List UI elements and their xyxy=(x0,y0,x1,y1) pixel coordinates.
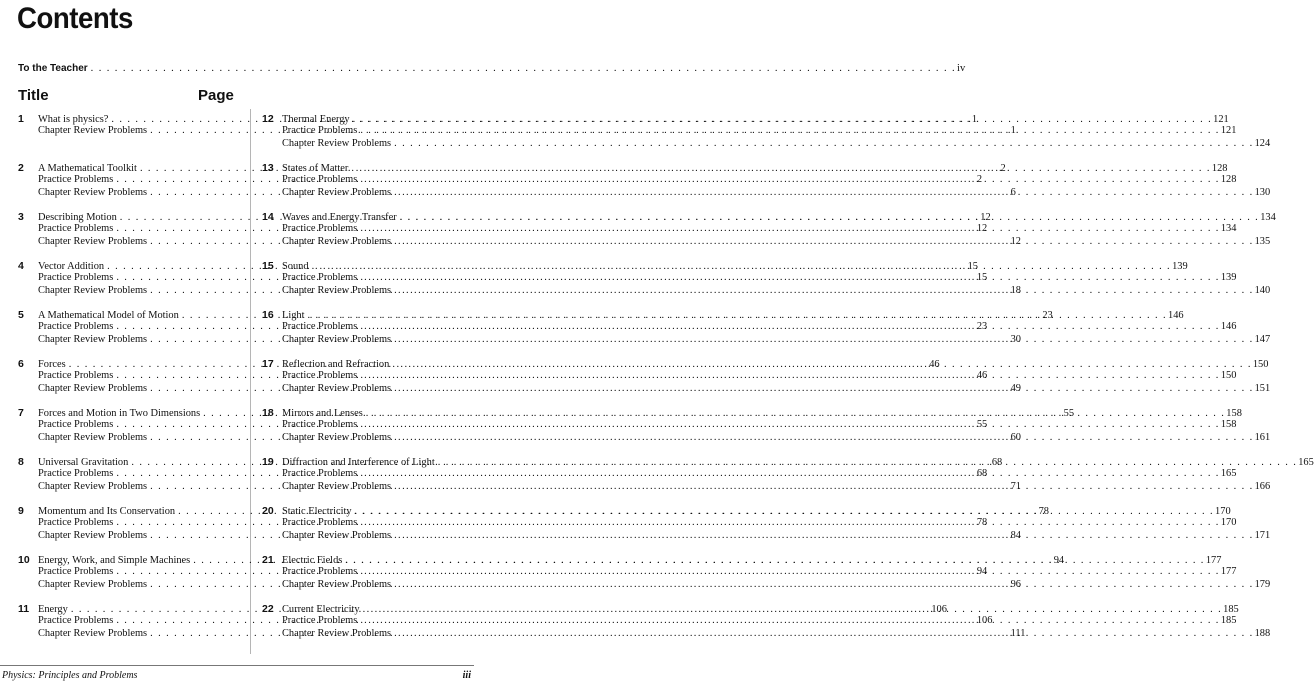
subentry-label: Chapter Review Problems xyxy=(38,125,148,137)
chapter-page: 177 xyxy=(1205,555,1222,566)
subentry-page: 124 xyxy=(1254,137,1271,149)
toc-subentry[interactable] xyxy=(18,517,988,529)
subentry-label: Practice Problems xyxy=(282,566,358,578)
dot-leader xyxy=(360,468,1220,480)
chapter-number: 3 xyxy=(18,211,24,223)
toc-subentry[interactable] xyxy=(18,529,1021,542)
subentry-page: 46 xyxy=(976,370,988,382)
chapter-page: 1 xyxy=(971,114,978,125)
dot-leader xyxy=(394,187,1254,199)
dot-leader xyxy=(360,321,1220,333)
subentry-label: Practice Problems xyxy=(38,174,114,186)
toc-chapter xyxy=(262,113,1271,162)
chapter-title: Universal Gravitation xyxy=(38,457,129,468)
toc-subentry[interactable] xyxy=(18,223,988,235)
chapter-page: 106 xyxy=(931,604,947,615)
chapter-title: Diffraction and Interference of Light xyxy=(282,457,435,468)
chapter-number: 9 xyxy=(18,505,24,517)
chapter-number: 2 xyxy=(18,162,24,174)
toc-subentry[interactable] xyxy=(18,382,1021,395)
chapter-title: Sound xyxy=(282,261,309,272)
subentry-label: Practice Problems xyxy=(282,517,358,529)
subentry-label: Chapter Review Problems xyxy=(38,333,148,345)
chapter-page: 134 xyxy=(1260,212,1276,223)
chapter-page: 185 xyxy=(1223,604,1239,615)
subentry-page: 106 xyxy=(976,615,993,627)
chapter-page: 2 xyxy=(1000,163,1006,174)
toc-subentry[interactable] xyxy=(18,284,1021,297)
dot-leader xyxy=(394,236,1254,248)
toc-subentry[interactable] xyxy=(18,627,1026,640)
chapter-number: 22 xyxy=(262,603,274,615)
chapter-page: 121 xyxy=(1213,114,1229,125)
subentry-page: 23 xyxy=(976,321,988,333)
subentry-label: Practice Problems xyxy=(38,370,114,382)
page-title: Contents xyxy=(17,2,133,35)
toc-subentry[interactable] xyxy=(18,321,988,333)
subentry-page: 166 xyxy=(1254,480,1271,492)
chapter-page: 139 xyxy=(1172,261,1188,272)
chapter-page: 78 xyxy=(1038,506,1049,517)
dot-leader xyxy=(394,285,1254,297)
chapter-title: Light xyxy=(282,310,305,321)
chapter-number: 6 xyxy=(18,358,24,370)
dot-leader xyxy=(394,383,1254,395)
chapter-number: 18 xyxy=(262,407,274,419)
subentry-label: Practice Problems xyxy=(38,419,114,431)
subentry-page: 12 xyxy=(1010,235,1021,247)
chapter-title: Waves and Energy Transfer xyxy=(282,212,397,223)
chapter-title: Reflection and Refraction xyxy=(282,359,390,370)
toc-subentry[interactable] xyxy=(18,468,988,480)
dot-leader xyxy=(394,530,1254,542)
toc-subentry[interactable] xyxy=(262,137,1271,150)
chapter-number: 7 xyxy=(18,407,24,419)
subentry-label: Chapter Review Problems xyxy=(38,235,148,247)
subentry-page: 140 xyxy=(1254,284,1271,296)
toc-subentry[interactable] xyxy=(18,419,988,431)
chapter-title: What is physics? xyxy=(38,114,109,125)
chapter-title: Describing Motion xyxy=(38,212,117,223)
dot-leader xyxy=(360,615,1220,627)
chapter-number: 4 xyxy=(18,260,24,272)
toc-entry-to-the-teacher[interactable] xyxy=(18,63,966,74)
subentry-label: Chapter Review Problems xyxy=(38,382,148,394)
chapter-page: 46 xyxy=(929,359,940,370)
subentry-page: 147 xyxy=(1254,333,1271,345)
chapter-page: 170 xyxy=(1215,506,1231,517)
subentry-page: 30 xyxy=(1010,333,1021,345)
subentry-label: Practice Problems xyxy=(38,223,114,235)
toc-subentry[interactable] xyxy=(18,431,1021,444)
chapter-page: 68 xyxy=(991,457,1003,468)
subentry-page: 161 xyxy=(1254,431,1271,443)
subentry-label: Practice Problems xyxy=(38,517,114,529)
subentry-label: Chapter Review Problems xyxy=(282,235,392,247)
subentry-page: 165 xyxy=(1220,468,1237,480)
dot-leader xyxy=(360,272,1220,284)
chapter-title: Current Electricity xyxy=(282,604,360,615)
chapter-number: 20 xyxy=(262,505,274,517)
subentry-label: Practice Problems xyxy=(282,468,358,480)
subentry-page: 2 xyxy=(976,174,983,186)
subentry-page: 78 xyxy=(976,517,988,529)
toc-subentry[interactable] xyxy=(18,480,1021,493)
subentry-label: Chapter Review Problems xyxy=(282,431,392,443)
chapter-title: Static Electricity xyxy=(282,506,352,517)
chapter-title: Energy, Work, and Simple Machines xyxy=(38,555,191,566)
subentry-page: 6 xyxy=(1010,186,1016,198)
subentry-label: Practice Problems xyxy=(282,370,358,382)
subentry-label: Practice Problems xyxy=(38,272,114,284)
subentry-page: 96 xyxy=(1010,578,1021,590)
chapter-number: 11 xyxy=(18,603,30,615)
subentry-label: Chapter Review Problems xyxy=(38,578,148,590)
chapter-number: 12 xyxy=(262,113,274,125)
chapter-title: Momentum and Its Conservation xyxy=(38,506,176,517)
dot-leader xyxy=(91,63,956,74)
chapter-number: 13 xyxy=(262,162,274,174)
dot-leader xyxy=(394,628,1254,640)
subentry-page: 139 xyxy=(1220,272,1237,284)
chapter-number: 8 xyxy=(18,456,24,468)
subentry-label: Practice Problems xyxy=(282,125,358,137)
footer-rule xyxy=(0,665,474,666)
subentry-page: 188 xyxy=(1254,627,1271,639)
subentry-label: Chapter Review Problems xyxy=(282,529,392,541)
subentry-page: 158 xyxy=(1220,419,1237,431)
subentry-label: Chapter Review Problems xyxy=(282,137,392,149)
dot-leader xyxy=(360,174,1220,186)
toc-subentry[interactable] xyxy=(18,186,1016,199)
toc-chapter-title-line[interactable] xyxy=(262,113,1229,125)
chapter-title: A Mathematical Toolkit xyxy=(38,163,137,174)
subentry-page: 15 xyxy=(976,272,988,284)
chapter-title: Energy xyxy=(38,604,68,615)
subentry-label: Chapter Review Problems xyxy=(282,186,392,198)
chapter-title: A Mathematical Model of Motion xyxy=(38,310,179,321)
subentry-label: Practice Problems xyxy=(282,223,358,235)
toc-subentry[interactable] xyxy=(18,333,1021,346)
subentry-label: Practice Problems xyxy=(282,615,358,627)
subentry-label: Practice Problems xyxy=(38,321,114,333)
subentry-page: 60 xyxy=(1010,431,1021,443)
subentry-page: 151 xyxy=(1254,382,1271,394)
subentry-label: Chapter Review Problems xyxy=(282,382,392,394)
chapter-title: Vector Addition xyxy=(38,261,105,272)
toc-subentry[interactable] xyxy=(18,370,988,382)
subentry-page: 94 xyxy=(976,566,988,578)
chapter-title: Electric Fields xyxy=(282,555,343,566)
chapter-page: 12 xyxy=(980,212,991,223)
subentry-label: Practice Problems xyxy=(282,321,358,333)
subentry-page: 12 xyxy=(976,223,988,235)
subentry-page: 111 xyxy=(1010,627,1026,639)
subentry-page: 130 xyxy=(1254,186,1271,198)
toc-subentry[interactable] xyxy=(262,174,1237,186)
toc-subentry[interactable] xyxy=(18,578,1021,591)
chapter-page: 165 xyxy=(1298,457,1314,468)
dot-leader xyxy=(394,138,1254,150)
toc-subentry[interactable] xyxy=(18,235,1021,248)
chapter-page: 94 xyxy=(1053,555,1065,566)
subentry-label: Practice Problems xyxy=(282,272,358,284)
toc-chapter-title-line[interactable] xyxy=(262,162,1228,174)
chapter-number: 16 xyxy=(262,309,274,321)
subentry-page: 185 xyxy=(1220,615,1237,627)
subentry-page: 121 xyxy=(1220,125,1237,137)
chapter-page: 128 xyxy=(1211,163,1228,174)
chapter-number: 5 xyxy=(18,309,24,321)
subentry-page: 134 xyxy=(1220,223,1237,235)
toc-subentry[interactable] xyxy=(18,615,993,627)
chapter-page: 23 xyxy=(1042,310,1053,321)
chapter-page: 150 xyxy=(1252,359,1269,370)
subentry-page: 171 xyxy=(1254,529,1271,541)
subentry-label: Chapter Review Problems xyxy=(38,480,148,492)
toc-subentry[interactable] xyxy=(262,125,1237,137)
toc-subentry[interactable] xyxy=(18,174,983,186)
dot-leader xyxy=(360,419,1220,431)
subentry-page: 68 xyxy=(976,468,988,480)
subentry-page: 55 xyxy=(976,419,988,431)
footer-page-number: iii xyxy=(462,670,471,681)
chapter-page: 158 xyxy=(1226,408,1242,419)
subentry-label: Chapter Review Problems xyxy=(38,284,148,296)
subentry-label: Chapter Review Problems xyxy=(38,627,148,639)
subentry-page: 170 xyxy=(1220,517,1237,529)
subentry-label: Chapter Review Problems xyxy=(282,627,392,639)
toc-chapter xyxy=(262,162,1271,211)
dot-leader xyxy=(394,432,1254,444)
subentry-label: Chapter Review Problems xyxy=(282,333,392,345)
subentry-page: 179 xyxy=(1254,578,1271,590)
chapter-number: 10 xyxy=(18,554,30,566)
chapter-title: Thermal Energy xyxy=(282,114,350,125)
subentry-label: Practice Problems xyxy=(38,566,114,578)
toc-subentry[interactable] xyxy=(18,566,988,578)
chapter-title: Forces xyxy=(38,359,66,370)
to-the-teacher-label: To the Teacher xyxy=(18,63,88,74)
column-heading-page: Page xyxy=(198,87,234,104)
subentry-page: 71 xyxy=(1010,480,1021,492)
subentry-page: 146 xyxy=(1220,321,1237,333)
subentry-label: Practice Problems xyxy=(38,468,114,480)
subentry-label: Chapter Review Problems xyxy=(282,480,392,492)
subentry-label: Chapter Review Problems xyxy=(38,529,148,541)
chapter-title: States of Matter xyxy=(282,163,349,174)
subentry-label: Chapter Review Problems xyxy=(282,284,392,296)
toc-subentry[interactable] xyxy=(262,186,1271,199)
footer-book-title: Physics: Principles and Problems xyxy=(2,670,138,681)
column-heading-title: Title xyxy=(18,87,49,104)
subentry-page: 1 xyxy=(1010,125,1016,137)
subentry-page: 135 xyxy=(1254,235,1271,247)
chapter-title: Mirrors and Lenses xyxy=(282,408,363,419)
chapter-title: Forces and Motion in Two Dimensions xyxy=(38,408,201,419)
subentry-label: Chapter Review Problems xyxy=(282,578,392,590)
chapter-page: 146 xyxy=(1168,310,1184,321)
chapter-number: 19 xyxy=(262,456,274,468)
subentry-label: Practice Problems xyxy=(282,419,358,431)
dot-leader xyxy=(360,517,1220,529)
dot-leader xyxy=(360,125,1220,137)
subentry-page: 49 xyxy=(1010,382,1021,394)
dot-leader xyxy=(394,579,1254,591)
subentry-label: Chapter Review Problems xyxy=(38,186,148,198)
chapter-page: 15 xyxy=(967,261,978,272)
dot-leader xyxy=(360,223,1220,235)
to-the-teacher-page: iv xyxy=(957,63,966,74)
subentry-page: 84 xyxy=(1010,529,1021,541)
toc-subentry[interactable] xyxy=(18,272,988,284)
subentry-label: Practice Problems xyxy=(282,174,358,186)
toc-chapter-title-line[interactable] xyxy=(262,260,1188,272)
chapter-number: 15 xyxy=(262,260,274,272)
dot-leader xyxy=(360,566,1220,578)
dot-leader xyxy=(360,370,1220,382)
dot-leader xyxy=(394,334,1254,346)
subentry-page: 18 xyxy=(1010,284,1021,296)
dot-leader xyxy=(394,481,1254,493)
subentry-page: 128 xyxy=(1220,174,1237,186)
chapter-number: 17 xyxy=(262,358,274,370)
chapter-page: 55 xyxy=(1063,408,1075,419)
chapter-number: 1 xyxy=(18,113,24,125)
subentry-label: Practice Problems xyxy=(38,615,114,627)
subentry-page: 177 xyxy=(1220,566,1237,578)
chapter-number: 21 xyxy=(262,554,274,566)
chapter-number: 14 xyxy=(262,211,274,223)
subentry-page: 150 xyxy=(1220,370,1237,382)
subentry-label: Chapter Review Problems xyxy=(38,431,148,443)
